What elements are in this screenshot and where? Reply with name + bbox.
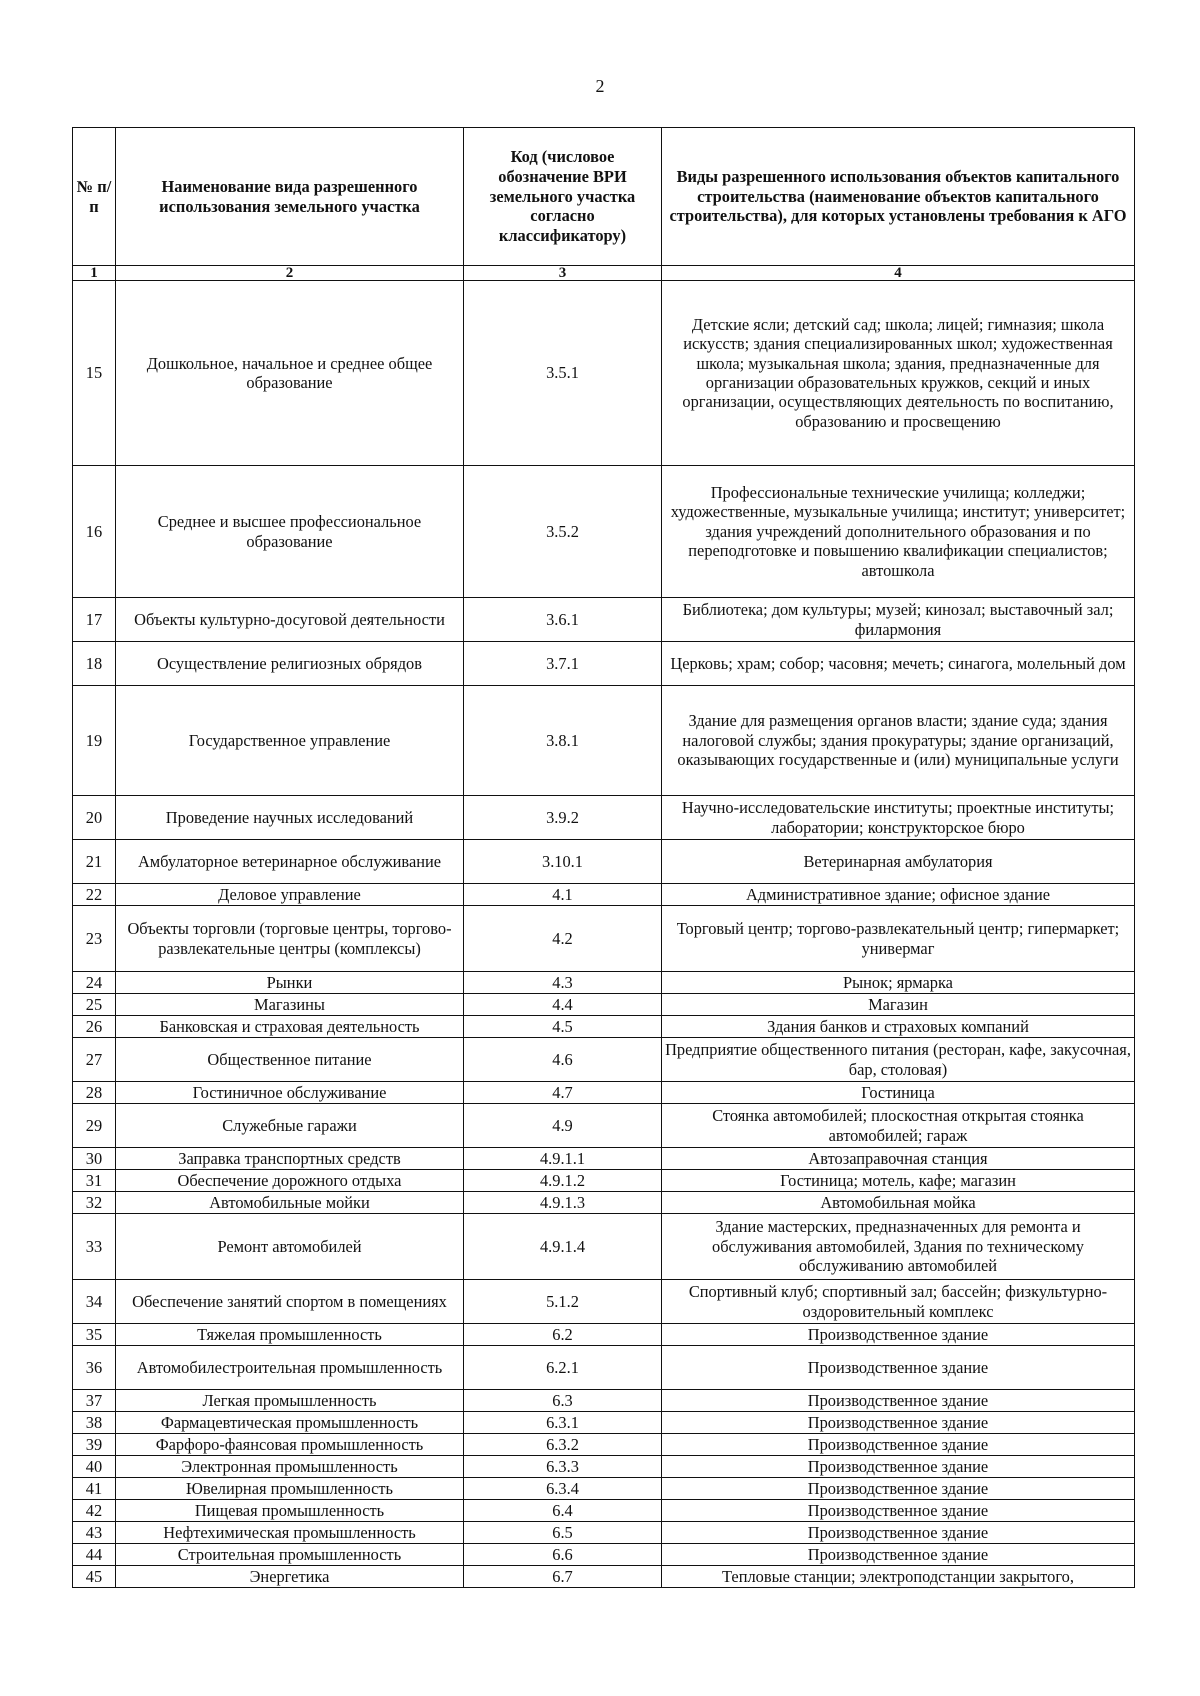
table-row: [73, 1566, 1135, 1588]
capital-objects: Производственное здание: [662, 1478, 1135, 1500]
row-number: 16: [73, 466, 116, 598]
row-number: 26: [73, 1016, 116, 1038]
row-number: 36: [73, 1346, 116, 1390]
row-number: 40: [73, 1456, 116, 1478]
land-use-name: Заправка транспортных средств: [116, 1148, 464, 1170]
table-row: [73, 1434, 1135, 1456]
use-code: 3.10.1: [464, 840, 662, 884]
use-code: 4.3: [464, 972, 662, 994]
table-row: [73, 840, 1135, 884]
row-number: 27: [73, 1038, 116, 1082]
capital-objects: Производственное здание: [662, 1346, 1135, 1390]
row-number: 20: [73, 796, 116, 840]
land-use-name: Строительная промышленность: [116, 1544, 464, 1566]
capital-objects: Рынок; ярмарка: [662, 972, 1135, 994]
table-row: [73, 1456, 1135, 1478]
table-row: [73, 1082, 1135, 1104]
table-row: [73, 1500, 1135, 1522]
table-body: [73, 281, 1135, 1588]
land-use-name: Объекты культурно-досуговой деятельности: [116, 598, 464, 642]
land-use-name: Автомобилестроительная промышленность: [116, 1346, 464, 1390]
row-number: 17: [73, 598, 116, 642]
table-row: [73, 686, 1135, 796]
row-number: 23: [73, 906, 116, 972]
land-use-name: Пищевая промышленность: [116, 1500, 464, 1522]
row-number: 18: [73, 642, 116, 686]
use-code: 4.9.1.1: [464, 1148, 662, 1170]
row-number: 15: [73, 281, 116, 466]
land-use-name: Служебные гаражи: [116, 1104, 464, 1148]
row-number: 43: [73, 1522, 116, 1544]
row-number: 30: [73, 1148, 116, 1170]
row-number: 34: [73, 1280, 116, 1324]
land-use-name: Объекты торговли (торговые центры, торгово- развлекательные центры (комплексы): [116, 906, 464, 972]
use-code: 3.5.1: [464, 281, 662, 466]
row-number: 35: [73, 1324, 116, 1346]
capital-objects: Производственное здание: [662, 1500, 1135, 1522]
row-number: 45: [73, 1566, 116, 1588]
capital-objects: Производственное здание: [662, 1522, 1135, 1544]
row-number: 21: [73, 840, 116, 884]
table-row: [73, 1148, 1135, 1170]
land-use-name: Амбулаторное ветеринарное обслуживание: [116, 840, 464, 884]
table-row: [73, 1104, 1135, 1148]
use-code: 6.3: [464, 1390, 662, 1412]
land-use-name: Общественное питание: [116, 1038, 464, 1082]
capital-objects: Производственное здание: [662, 1434, 1135, 1456]
land-use-name: Нефтехимическая промышленность: [116, 1522, 464, 1544]
land-use-name: Среднее и высшее профессиональное образование: [116, 466, 464, 598]
row-number: 44: [73, 1544, 116, 1566]
row-number: 22: [73, 884, 116, 906]
page-number: 2: [595, 76, 605, 96]
row-number: 19: [73, 686, 116, 796]
row-number: 32: [73, 1192, 116, 1214]
row-number: 31: [73, 1170, 116, 1192]
capital-objects: Административное здание; офисное здание: [662, 884, 1135, 906]
use-code: 4.9.1.2: [464, 1170, 662, 1192]
land-use-name: Энергетика: [116, 1566, 464, 1588]
header-code: Код (числовое обозначение ВРИ земельного участка согласно классификатору): [464, 128, 662, 266]
land-use-name: Рынки: [116, 972, 464, 994]
table-header-row: [73, 128, 1135, 266]
table-row: [73, 1038, 1135, 1082]
table-row: [73, 994, 1135, 1016]
table-row: [73, 1016, 1135, 1038]
table-row: [73, 906, 1135, 972]
land-use-name: Фарфоро-фаянсовая промышленность: [116, 1434, 464, 1456]
table-row: [73, 1478, 1135, 1500]
land-use-name: Автомобильные мойки: [116, 1192, 464, 1214]
use-code: 4.5: [464, 1016, 662, 1038]
table-row: [73, 1390, 1135, 1412]
row-number: 37: [73, 1390, 116, 1412]
column-numbers-row: [73, 266, 1135, 281]
use-code: 6.4: [464, 1500, 662, 1522]
land-use-name: Деловое управление: [116, 884, 464, 906]
column-number-2: 2: [116, 266, 464, 281]
land-use-name: Тяжелая промышленность: [116, 1324, 464, 1346]
capital-objects: Производственное здание: [662, 1544, 1135, 1566]
land-use-name: Гостиничное обслуживание: [116, 1082, 464, 1104]
capital-objects: Церковь; храм; собор; часовня; мечеть; синагога, молельный дом: [662, 642, 1135, 686]
use-code: 3.5.2: [464, 466, 662, 598]
use-code: 6.3.1: [464, 1412, 662, 1434]
table-row: [73, 642, 1135, 686]
table-row: [73, 281, 1135, 466]
table-row: [73, 1412, 1135, 1434]
capital-objects: Автомобильная мойка: [662, 1192, 1135, 1214]
table-row: [73, 1192, 1135, 1214]
table-row: [73, 1346, 1135, 1390]
header-number: № п/п: [73, 128, 116, 266]
use-code: 6.2.1: [464, 1346, 662, 1390]
capital-objects: Спортивный клуб; спортивный зал; бассейн; физкультурно-оздоровительный комплекс: [662, 1280, 1135, 1324]
capital-objects: Автозаправочная станция: [662, 1148, 1135, 1170]
use-code: 6.7: [464, 1566, 662, 1588]
table-row: [73, 1324, 1135, 1346]
use-code: 4.2: [464, 906, 662, 972]
row-number: 29: [73, 1104, 116, 1148]
land-use-name: Ремонт автомобилей: [116, 1214, 464, 1280]
row-number: 38: [73, 1412, 116, 1434]
use-code: 3.7.1: [464, 642, 662, 686]
use-code: 4.4: [464, 994, 662, 1016]
row-number: 42: [73, 1500, 116, 1522]
row-number: 24: [73, 972, 116, 994]
capital-objects: Предприятие общественного питания (ресторан, кафе, закусочная, бар, столовая): [662, 1038, 1135, 1082]
land-use-name: Осуществление религиозных обрядов: [116, 642, 464, 686]
table-row: [73, 1280, 1135, 1324]
capital-objects: Производственное здание: [662, 1456, 1135, 1478]
row-number: 41: [73, 1478, 116, 1500]
use-code: 6.3.2: [464, 1434, 662, 1456]
land-use-name: Дошкольное, начальное и среднее общее образование: [116, 281, 464, 466]
land-use-name: Обеспечение занятий спортом в помещениях: [116, 1280, 464, 1324]
land-use-name: Банковская и страховая деятельность: [116, 1016, 464, 1038]
land-use-name: Электронная промышленность: [116, 1456, 464, 1478]
row-number: 25: [73, 994, 116, 1016]
use-code: 3.8.1: [464, 686, 662, 796]
use-code: 6.3.3: [464, 1456, 662, 1478]
use-code: 4.6: [464, 1038, 662, 1082]
capital-objects: Торговый центр; торгово-развлекательный центр; гипермаркет; универмаг: [662, 906, 1135, 972]
land-use-name: Фармацевтическая промышленность: [116, 1412, 464, 1434]
capital-objects: Гостиница: [662, 1082, 1135, 1104]
capital-objects: Магазин: [662, 994, 1135, 1016]
table-row: [73, 884, 1135, 906]
use-code: 4.9.1.4: [464, 1214, 662, 1280]
column-number-3: 3: [464, 266, 662, 281]
use-code: 4.1: [464, 884, 662, 906]
table-row: [73, 598, 1135, 642]
capital-objects: Тепловые станции; электроподстанции закрытого,: [662, 1566, 1135, 1588]
capital-objects: Производственное здание: [662, 1390, 1135, 1412]
capital-objects: Ветеринарная амбулатория: [662, 840, 1135, 884]
table-row: [73, 972, 1135, 994]
land-use-name: Государственное управление: [116, 686, 464, 796]
use-code: 4.9: [464, 1104, 662, 1148]
table-row: [73, 466, 1135, 598]
use-code: 3.6.1: [464, 598, 662, 642]
land-use-name: Ювелирная промышленность: [116, 1478, 464, 1500]
column-number-4: 4: [662, 266, 1135, 281]
capital-objects: Гостиница; мотель, кафе; магазин: [662, 1170, 1135, 1192]
use-code: 6.2: [464, 1324, 662, 1346]
land-use-name: Легкая промышленность: [116, 1390, 464, 1412]
capital-objects: Детские ясли; детский сад; школа; лицей; гимназия; школа искусств; здания специализированных школ; художественная школа; музыкальная школа; здания, предназначенные для организации образовательных кружков, секций и иных организации, осуществляющих деятельность по воспитанию, образованию и просвещению: [662, 281, 1135, 466]
table-row: [73, 1170, 1135, 1192]
capital-objects: Производственное здание: [662, 1324, 1135, 1346]
capital-objects: Здание для размещения органов власти; здание суда; здания налоговой службы; здания прокуратуры; здание организаций, оказывающих государственные и (или) муниципальные услуги: [662, 686, 1135, 796]
use-code: 6.5: [464, 1522, 662, 1544]
row-number: 39: [73, 1434, 116, 1456]
use-code: 3.9.2: [464, 796, 662, 840]
row-number: 28: [73, 1082, 116, 1104]
table-row: [73, 796, 1135, 840]
capital-objects: Здание мастерских, предназначенных для ремонта и обслуживания автомобилей, Здания по техническому обслуживанию автомобилей: [662, 1214, 1135, 1280]
capital-objects: Профессиональные технические училища; колледжи; художественные, музыкальные училища; институт; университет; здания учреждений дополнительного образования и по переподготовке и повышению квалификации специалистов; автошкола: [662, 466, 1135, 598]
land-use-table: [72, 127, 1135, 1588]
capital-objects: Научно-исследовательские институты; проектные институты; лаборатории; конструкторское бюро: [662, 796, 1135, 840]
capital-objects: Здания банков и страховых компаний: [662, 1016, 1135, 1038]
use-code: 4.7: [464, 1082, 662, 1104]
table-row: [73, 1214, 1135, 1280]
use-code: 5.1.2: [464, 1280, 662, 1324]
table-row: [73, 1544, 1135, 1566]
land-use-name: Обеспечение дорожного отдыха: [116, 1170, 464, 1192]
use-code: 4.9.1.3: [464, 1192, 662, 1214]
use-code: 6.6: [464, 1544, 662, 1566]
use-code: 6.3.4: [464, 1478, 662, 1500]
land-use-name: Проведение научных исследований: [116, 796, 464, 840]
table-row: [73, 1522, 1135, 1544]
row-number: 33: [73, 1214, 116, 1280]
capital-objects: Стоянка автомобилей; плоскостная открытая стоянка автомобилей; гараж: [662, 1104, 1135, 1148]
header-land-use-name: Наименование вида разрешенного использования земельного участка: [116, 128, 464, 266]
capital-objects: Производственное здание: [662, 1412, 1135, 1434]
header-capital-objects: Виды разрешенного использования объектов капитального строительства (наименование объектов капитального строительства), для которых установлены требования к АГО: [662, 128, 1135, 266]
column-number-1: 1: [73, 266, 116, 281]
capital-objects: Библиотека; дом культуры; музей; кинозал; выставочный зал; филармония: [662, 598, 1135, 642]
land-use-name: Магазины: [116, 994, 464, 1016]
